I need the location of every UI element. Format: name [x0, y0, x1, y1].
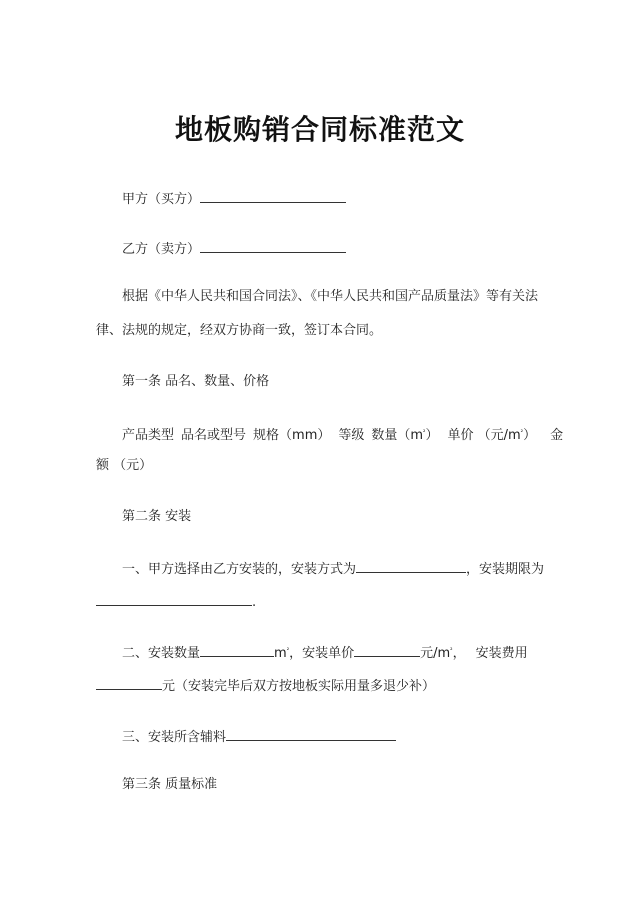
party-a-label: 甲方（买方） [122, 192, 201, 207]
install-item-3 [122, 726, 396, 747]
install-quantity-unit: $m^{^2}$ [274, 646, 290, 661]
install-price-unit: 元$/m^{^2}$ [420, 646, 453, 661]
party-b-label: 乙方（卖方） [122, 242, 201, 257]
install-period-blank [96, 591, 252, 606]
install-item-2-cont [96, 675, 435, 696]
install-fee-note: 元（安装完毕后双方按地板实际用量多退少补） [162, 679, 436, 694]
col-grade: 等级 [338, 428, 365, 443]
install-item-2: 二、安装数量 $m^{^2}$，安装单价 元$/m^{^2}$， 安装费用 [122, 642, 528, 663]
intro-line-2: 律、法规的规定，经双方协商一致，签订本合同。 [96, 323, 383, 338]
install-period-label: ，安装期限为 [466, 562, 545, 577]
install-quantity-label: 二、安装数量 [122, 646, 201, 661]
col-amount-start: 金 [550, 428, 564, 443]
install-method-blank [356, 558, 466, 573]
install-quantity-blank [200, 642, 274, 657]
document-title: 地板购销合同标准范文 [174, 113, 465, 146]
article-2-heading: 第二条 安装 [122, 509, 192, 524]
install-item-1 [122, 558, 544, 579]
intro-line-1: 根据《中华人民共和国合同法》、《中华人民共和国产品质量法》等有关法 [122, 289, 539, 304]
col-model: 品名或型号 [181, 428, 247, 443]
install-materials-label: 三、安装所含辅料 [122, 730, 227, 745]
party-a-line [122, 188, 346, 209]
col-spec: 规格（mm） [253, 428, 331, 443]
party-b-blank [200, 238, 346, 253]
install-fee-blank [96, 675, 162, 690]
article-3-heading: 第三条 质量标准 [122, 777, 218, 792]
party-a-blank [200, 188, 346, 203]
product-table-header-cont: 额 （元） [96, 458, 153, 473]
party-b-line [122, 238, 346, 259]
install-price-blank [354, 642, 420, 657]
install-fee-label: 安装费用 [475, 646, 528, 661]
install-price-label: ，安装单价 [289, 646, 355, 661]
install-materials-blank [226, 726, 396, 741]
product-table-header [122, 424, 563, 445]
col-unit-price: 单价 （元$/m^{^2}$） [447, 428, 537, 443]
install-method-label: 一、甲方选择由乙方安装的，安装方式为 [122, 562, 357, 577]
col-product-type: 产品类型 [122, 428, 175, 443]
col-quantity: 数量$(m^{^2})$ [371, 428, 439, 443]
install-item-1-cont: . [96, 591, 256, 612]
article-1-heading: 第一条 品名、数量、价格 [122, 374, 270, 389]
